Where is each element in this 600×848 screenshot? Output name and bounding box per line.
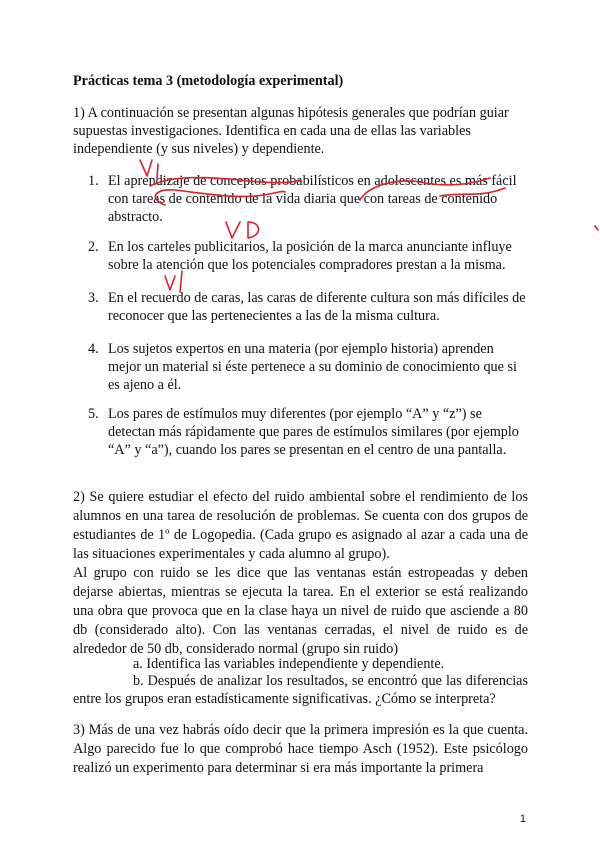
list-item-number: 4. xyxy=(88,341,99,357)
list-item xyxy=(88,405,528,459)
page-title: Prácticas tema 3 (metodología experimental) xyxy=(73,73,344,89)
list-item-number: 2. xyxy=(88,239,99,255)
list-item xyxy=(88,340,528,394)
section2-question-a: a. Identifica las variables independiente y dependiente. xyxy=(133,656,445,672)
section2-paragraph-2: Al grupo con ruido se les dice que las ventanas están estropeadas y deben dejarse abiertas, mientras se ejecuta la tarea. En el exterior se está realizando una obra que provoca que en la clase haya un nivel de ruido que asciende a 80 db (considerado alto). Con las ventanas cerradas, el nivel de ruido es de alrededor de 50 db, considerado normal (grupo sin ruido) xyxy=(73,565,528,657)
list-item-number: 1. xyxy=(88,173,99,189)
list-item-text: En los carteles publicitarios, la posición de la marca anunciante influye sobre la atención que los potenciales compradores prestan a la misma. xyxy=(108,239,512,273)
list-item-text: Los pares de estímulos muy diferentes (por ejemplo “A” y “z”) se detectan más rápidamente que pares de estímulos similares (por ejemplo “A” y “a”), cuando los pares se presentan en el centro de una pantalla. xyxy=(108,406,519,458)
list-item xyxy=(88,238,528,274)
list-item-text: En el recuerdo de caras, las caras de diferente cultura son más difíciles de reconocer que las pertenecientes a las de la misma cultura. xyxy=(108,290,526,324)
section2-paragraph-1: 2) Se quiere estudiar el efecto del ruido ambiental sobre el rendimiento de los alumnos en una tarea de resolución de problemas. Se cuenta con dos grupos de estudiantes de 1º de Logopedia. (Cada grupo es asignado al azar a cada una de las situaciones experimentales y cada alumno al grupo). xyxy=(73,489,528,562)
list-item-text: Los sujetos expertos en una materia (por ejemplo historia) aprenden mejor un material si éste pertenece a su dominio de conocimiento que si es ajeno a él. xyxy=(108,341,517,393)
list-item xyxy=(88,172,528,226)
page-number: 1 xyxy=(519,813,526,825)
section2-question-b: b. Después de analizar los resultados, se encontró que las diferencias entre los grupos eran estadísticamente significativas. ¿Cómo se interpreta? xyxy=(73,673,528,707)
list-item xyxy=(88,289,528,325)
section3-paragraph: 3) Más de una vez habrás oído decir que la primera impresión es la que cuenta. Algo parecido fue lo que comprobó hace tiempo Asch (1952). Este psicólogo realizó un experimento para determinar si era más importante la primera xyxy=(73,722,528,776)
list-item-number: 5. xyxy=(88,406,99,422)
section1-intro: 1) A continuación se presentan algunas hipótesis generales que podrían guiar supuestas investigaciones. Identifica en cada una de ellas las variables independiente (y sus niveles) y dependiente. xyxy=(73,105,509,157)
list-item-text: El aprendizaje de conceptos probabilísticos en adolescentes es más fácil con tareas de contenido de la vida diaria que con tareas de contenido abstracto. xyxy=(108,173,517,225)
handwritten-dot xyxy=(595,226,598,230)
list-item-number: 3. xyxy=(88,290,99,306)
